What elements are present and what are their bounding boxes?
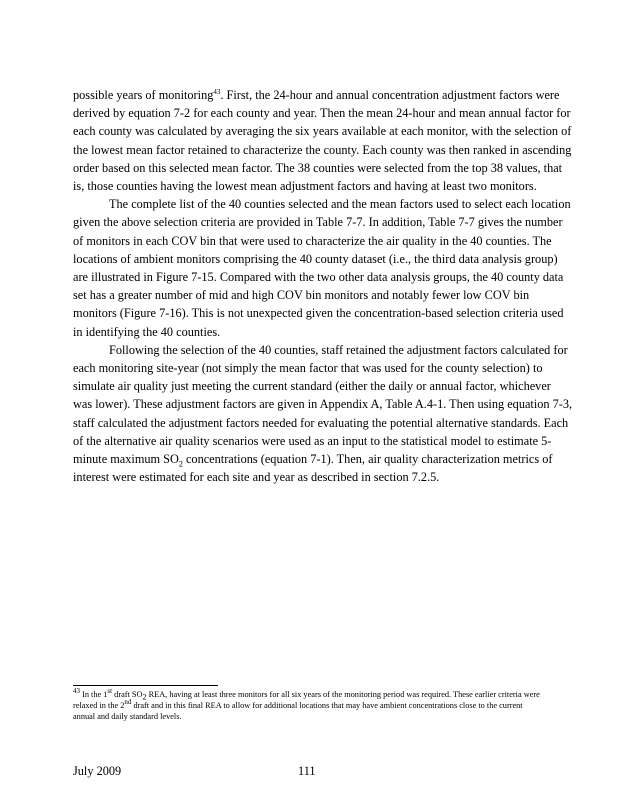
footer-date: July 2009 xyxy=(73,764,122,778)
footnote-text-3: REA, having at least three monitors for all six years of the monitoring period was required. These earlier criteria were relaxed in the 2 xyxy=(73,690,540,710)
paragraph-1-text-rest: . First, the 24-hour and annual concentration adjustment factors were derived by equation 7-2 for each county and year. Then the mean 24-hour and mean annual factor for each county was calculated by averaging the six years available at each monitor, with the selection of the lowest mean factor retained to characterize the county. Each county was then ranked in ascending order based on this selected mean factor. The 38 counties were selected from the top 38 values, that is, those counties having the lowest mean adjustment factors and having at least two monitors. xyxy=(73,88,572,194)
footnote-sup-2: nd xyxy=(124,698,132,707)
paragraph-3 xyxy=(73,341,573,487)
footnote-separator xyxy=(73,685,218,686)
footnote-sub-1: 2 xyxy=(142,692,147,702)
paragraph-3-text-start: Following the selection of the 40 counties, staff retained the adjustment factors calculated for each monitoring site-year (not simply the mean factor that was used for the county selection) to simulate air quality just meeting the current standard (either the daily or annual factor, whichever was lower). These adjustment factors are given in Appendix A, Table A.4-1. Then using equation 7-3, staff calculated the adjustment factors needed for evaluating the potential alternative standards. Each of the alternative air quality scenarios were used as an input to the statistical model to estimate 5-minute maximum SO xyxy=(73,342,573,467)
footnote-text-4: draft and in this final REA to allow for additional locations that may have ambient concentrations close to the current annual and daily standard levels. xyxy=(73,700,523,721)
paragraph-3-text-rest: concentrations (equation 7-1). Then, air quality characterization metrics of interest were estimated for each site and year as described in section 7.2.5. xyxy=(73,452,553,485)
footnote-text-1: In the 1 xyxy=(80,690,108,699)
paragraph-1 xyxy=(73,86,573,195)
footnote-reference: 43 xyxy=(213,87,221,96)
footnote-number: 43 xyxy=(73,687,80,696)
footnote xyxy=(73,687,543,722)
footnote-text-2: draft SO xyxy=(112,690,143,699)
page-number: 111 xyxy=(298,764,316,778)
so2-subscript: 2 xyxy=(178,459,183,469)
footnote-sup-1: st xyxy=(107,687,113,696)
paragraph-2: The complete list of the 40 counties selected and the mean factors used to select each location given the above selection criteria are provided in Table 7-7. In addition, Table 7-7 gives the number of monitors in each COV bin that were used to characterize the air quality in the 40 counties. The locations of ambient monitors comprising the 40 county dataset (i.e., the third data analysis group) are illustrated in Figure 7-15. Compared with the two other data analysis groups, the 40 county data set has a greater number of mid and high COV bin monitors and notably fewer low COV bin monitors (Figure 7-16). This is not unexpected given the concentration-based selection criteria used in identifying the 40 counties. xyxy=(73,197,571,339)
body-text xyxy=(73,86,573,486)
paragraph-1-text-start: possible years of monitoring xyxy=(73,88,214,102)
